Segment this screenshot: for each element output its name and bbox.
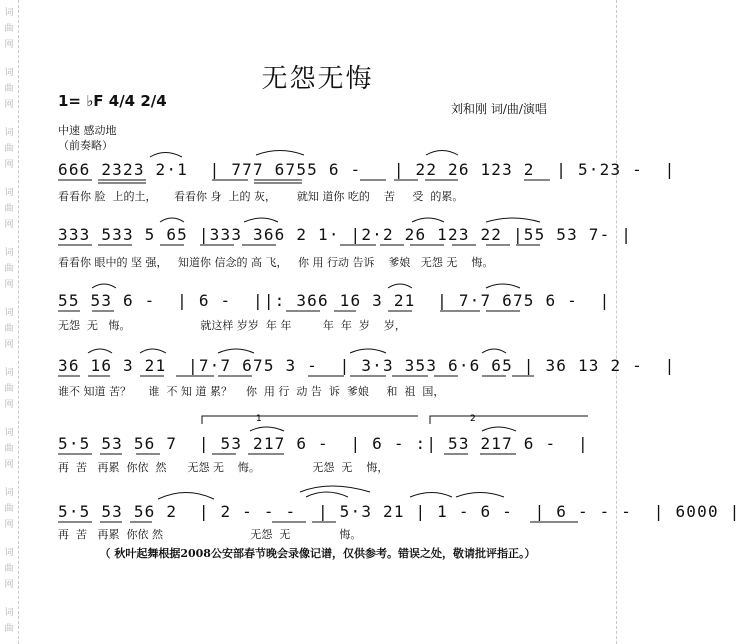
watermark-char: 曲 [4,324,14,334]
slur-arc [388,284,412,288]
slur-arc [256,151,304,156]
watermark-char: 词 [4,428,14,438]
watermark-char: 曲 [4,624,14,634]
watermark-char: 网 [4,100,14,110]
slur-arc [92,284,116,288]
watermark-char: 曲 [4,504,14,514]
watermark-char: 词 [4,188,14,198]
watermark-char: 词 [4,248,14,258]
watermark-char: 曲 [4,204,14,214]
notation-row: 5·5 53 56 2 | 2 - - - | 5·3 21 | 1 - 6 - | 6 - - - | 6000 | [58,502,740,521]
volta-bracket [430,416,588,424]
watermark-char: 曲 [4,564,14,574]
watermark-char: 网 [4,400,14,410]
lyrics-row: 无怨 无 悔。 就这样 岁岁 年 年 年 年 岁 岁， [58,319,406,332]
watermark-char: 词 [4,128,14,138]
watermark-char: 词 [4,68,14,78]
slur-arc [306,492,348,497]
watermark-char: 词 [4,548,14,558]
slur-arc [88,349,112,353]
watermark-char: 曲 [4,24,14,34]
notation-row: 36 16 3 21 |7·7 675 3 - | 3·3 353 6·6 65 | 36 13 2 - | [58,356,676,375]
watermark-char: 词 [4,368,14,378]
slur-arc [250,427,284,431]
volta-label: 1 [256,414,262,424]
slur-arc [150,153,182,158]
notation-row: 5·5 53 56 7 | 53 217 6 - | 6 - :| 53 217 6 - | [58,434,589,453]
slur-arc [350,349,386,353]
slur-arc [160,218,184,222]
slur-arc [410,493,452,498]
watermark-char: 网 [4,220,14,230]
watermark-char: 曲 [4,144,14,154]
lyrics-row: 看看你 脸 上的土， 看看你 身 上的 灰， 就知 道你 吃的 苦 受 的累。 [58,190,464,203]
slur-arc [486,218,540,222]
key-signature: 1= ♭F 4/4 2/4 [58,92,167,110]
watermark-char: 网 [4,40,14,50]
author-credit: 刘和刚 词/曲/演唱 [451,102,547,116]
slur-arc [482,349,506,353]
watermark-char: 曲 [4,264,14,274]
volta-bracket [202,416,418,424]
watermark-char: 词 [4,608,14,618]
slur-arc [482,427,516,431]
notation-row: 333 533 5 65 |333 366 2 1· |2·2 26 123 22 |55 53 7- | [58,225,633,244]
watermark-char: 网 [4,520,14,530]
watermark-char: 网 [4,460,14,470]
prelude-note: （前奏略） [58,139,113,152]
slur-arc [218,349,254,353]
slur-arc [456,493,504,498]
slur-arc [426,151,458,156]
notation-row: 666 2323 2·1 | 777 6755 6 - | 22 26 123 2 | 5·23 - | [58,160,676,179]
watermark-char: 词 [4,8,14,18]
watermark-char: 曲 [4,384,14,394]
watermark-char: 网 [4,160,14,170]
slur-arc [158,493,214,500]
slur-arc [412,218,444,222]
slur-arc [486,284,520,288]
watermark-char: 曲 [4,444,14,454]
lyrics-row: 再 苦 再累 你依 然 无怨 无 悔。 无怨 无 悔， [58,461,389,474]
watermark-char: 词 [4,308,14,318]
volta-label: 2 [470,414,476,424]
song-title: 无怨无悔 [261,64,374,94]
lyrics-row: 谁不 知道 苦？ 谁 不 知 道 累？ 你 用 行 动 告 诉 爹娘 和 祖 国， [58,385,445,398]
watermark-char: 网 [4,280,14,290]
lyrics-row: 再 苦 再累 你依 然 无怨 无 悔。 [58,528,362,541]
slur-arc [140,349,166,353]
watermark-char: 词 [4,488,14,498]
footnote: （ 秋叶起舞根据2008公安部春节晚会录像记谱，仅供参考。错误之处，敬请批评指正。） [99,547,536,560]
watermark-char: 曲 [4,84,14,94]
watermark-char: 网 [4,580,14,590]
lyrics-row: 看看你 眼中的 坚 强， 知道你 信念的 高 飞， 你 用 行动 告诉 爹娘 无怨 无 悔。 [58,256,494,269]
slur-arc [300,486,370,492]
slur-arc [244,218,278,222]
notation-row: 55 53 6 - | 6 - ||: 366 16 3 21 | 7·7 675 6 - | [58,291,611,310]
tempo-marking: 中速 感动地 [58,124,117,137]
watermark-char: 网 [4,340,14,350]
